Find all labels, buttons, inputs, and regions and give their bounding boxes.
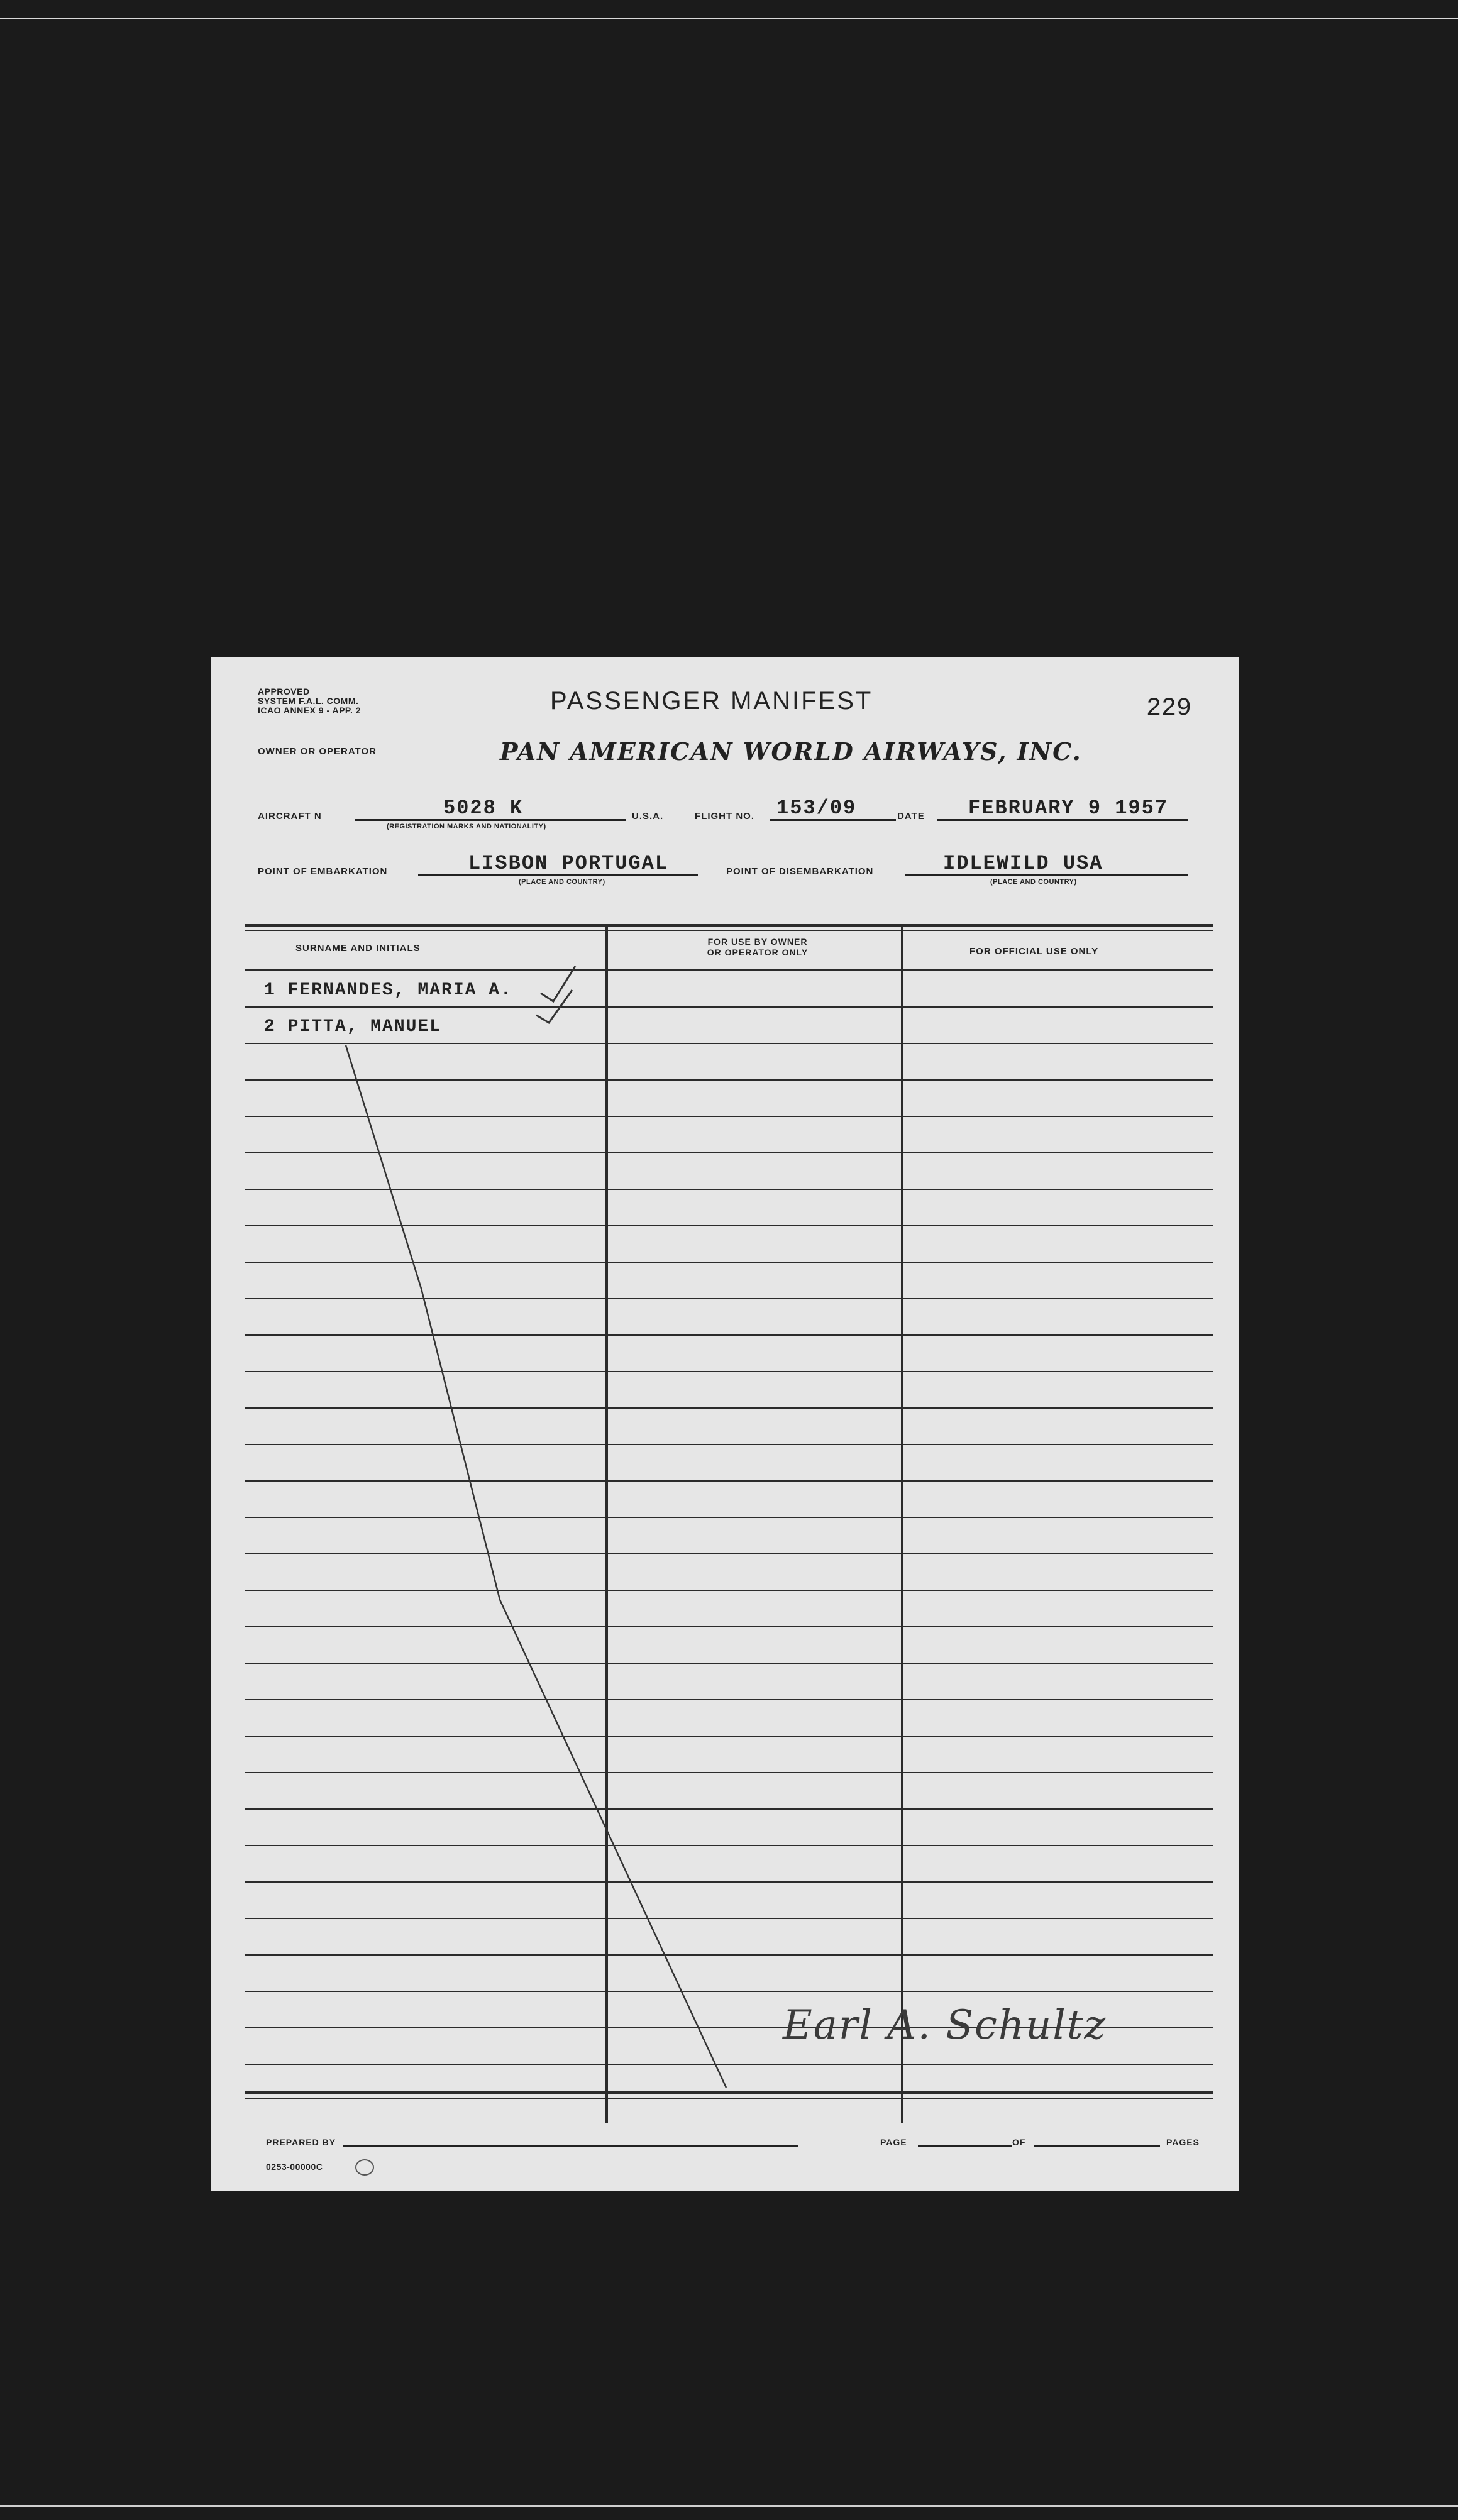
date-label: DATE [897, 811, 925, 822]
aircraft-caption: (REGISTRATION MARKS AND NATIONALITY) [387, 823, 546, 830]
prepared-by-underline [343, 2145, 798, 2147]
page-underline [918, 2145, 1012, 2147]
flight-value: 153/09 [776, 796, 857, 820]
disembarkation-caption: (PLACE AND COUNTRY) [990, 878, 1077, 886]
date-value: FEBRUARY 9 1957 [968, 796, 1169, 820]
col-header-owner-line2: OR OPERATOR ONLY [707, 947, 809, 957]
of-label: OF [1012, 2137, 1026, 2147]
embarkation-value: LISBON PORTUGAL [468, 852, 669, 875]
nationality-label: U.S.A. [632, 811, 664, 822]
of-underline [1034, 2145, 1160, 2147]
disembarkation-value: IDLEWILD USA [943, 852, 1103, 875]
checkmark-icon [536, 990, 572, 1023]
col-header-owner-line1: FOR USE BY OWNER [707, 937, 808, 947]
form-number: 0253-00000C [266, 2162, 323, 2172]
embarkation-label: POINT OF EMBARKATION [258, 866, 388, 877]
col-header-official: FOR OFFICIAL USE ONLY [969, 946, 1099, 957]
checkmark-icon [541, 966, 575, 1001]
page-title: PASSENGER MANIFEST [550, 687, 873, 715]
film-top-rule [0, 18, 1458, 19]
signature: Earl A. Schultz [783, 2002, 1107, 2049]
manifest-sheet [211, 657, 1239, 2191]
approval-line: SYSTEM F.A.L. COMM. [258, 696, 359, 706]
printer-seal-icon [355, 2159, 374, 2176]
disembarkation-label: POINT OF DISEMBARKATION [726, 866, 874, 877]
flight-label: FLIGHT NO. [695, 811, 754, 822]
approval-line: ICAO ANNEX 9 - APP. 2 [258, 705, 362, 715]
prepared-by-label: PREPARED BY [266, 2137, 336, 2147]
pages-label: PAGES [1166, 2137, 1200, 2147]
approval-line: APPROVED [258, 686, 310, 696]
page-label: PAGE [880, 2137, 907, 2147]
owner-label: OWNER OR OPERATOR [258, 746, 377, 757]
strike-line [346, 1045, 726, 2088]
embarkation-caption: (PLACE AND COUNTRY) [519, 878, 605, 886]
aircraft-label: AIRCRAFT N [258, 811, 322, 822]
passenger-row: 1 FERNANDES, MARIA A. [264, 981, 512, 1000]
passenger-row: 2 PITTA, MANUEL [264, 1017, 442, 1037]
operator-name: PAN AMERICAN WORLD AIRWAYS, INC. [500, 737, 1082, 766]
aircraft-value: 5028 K [443, 796, 524, 820]
annotation-marks [211, 657, 1239, 2191]
page-stamp: 229 [1146, 695, 1192, 723]
film-bottom-rule [0, 2505, 1458, 2507]
col-header-surname: SURNAME AND INITIALS [295, 943, 421, 954]
